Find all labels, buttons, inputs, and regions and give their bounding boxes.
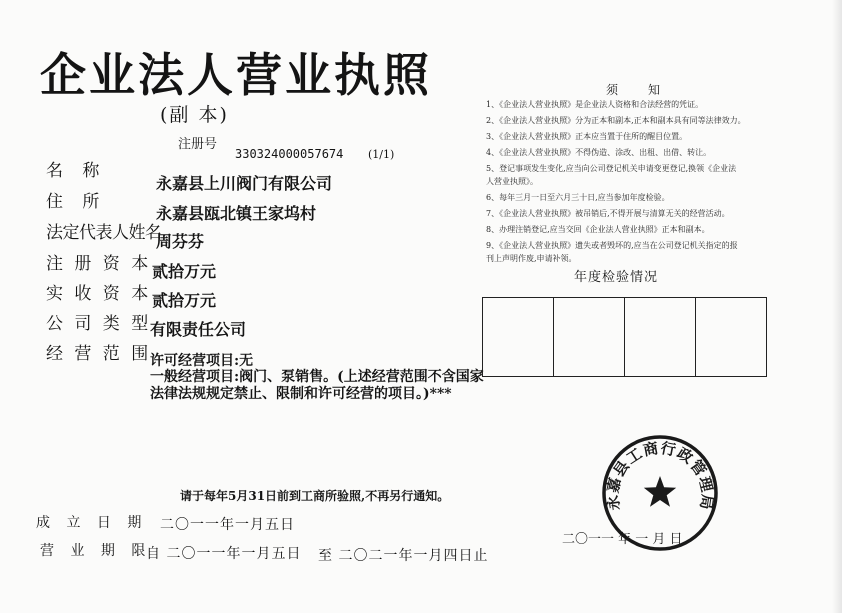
svg-text:永嘉县工商行政管理局: [603, 439, 716, 512]
field-label-address: 住 所: [46, 192, 107, 212]
notice-item: 3、《企业法人营业执照》正本应当置于住所的醒目位置。: [486, 132, 688, 141]
registration-number: 330324000057674: [235, 147, 344, 161]
inspection-reminder: 请于每年5月31日前到工商所验照,不再另行通知。: [180, 489, 450, 503]
notice-item: 5、登记事项发生变化,应当向公司登记机关申请变更登记,换领《企业法: [486, 164, 737, 173]
field-value-address: 永嘉县瓯北镇王家坞村: [156, 204, 317, 223]
field-value-paid-capital: 贰拾万元: [152, 291, 217, 310]
notice-item: 刊上声明作废,申请补领。: [486, 254, 577, 263]
inspection-grid: [482, 297, 767, 377]
notice-item: 6、每年三月一日至六月三十日,应当参加年度检验。: [486, 193, 670, 202]
registration-page: (1/1): [368, 148, 395, 161]
field-value-company-type: 有限责任公司: [150, 320, 247, 339]
notice-item: 1、《企业法人营业执照》是企业法人资格和合法经营的凭证。: [486, 100, 704, 109]
inspection-cell: [624, 298, 695, 376]
field-label-name: 名 称: [46, 161, 107, 181]
seal-text: 永嘉县工商行政管理局: [603, 438, 717, 512]
field-label-business-scope: 经 营 范 围: [46, 344, 152, 364]
notice-item: 7、《企业法人营业执照》被吊销后,不得开展与清算无关的经营活动。: [486, 209, 730, 218]
star-icon: [644, 476, 676, 507]
field-value-legal-rep: 周芬芬: [156, 232, 205, 251]
field-label-company-type: 公 司 类 型: [46, 314, 152, 334]
notice-item: 人营业执照》。: [486, 177, 538, 186]
inspection-cell: [553, 298, 624, 376]
registration-label: 注册号: [178, 137, 218, 152]
term-label: 营 业 期 限: [40, 543, 152, 559]
established-date: 二〇一一年一月五日: [160, 517, 295, 533]
issue-date: 二〇一一 年 一 月 日: [562, 532, 683, 547]
inspection-title: 年度检验情况: [574, 270, 659, 285]
business-scope-line: 法律法规规定禁止、限制和许可经营的项目。)***: [150, 386, 452, 402]
notice-item: 9、《企业法人营业执照》遗失或者毁坏的,应当在公司登记机关指定的报: [486, 241, 738, 250]
business-scope-line: 一般经营项目:阀门、泵销售。(上述经营范围不含国家: [150, 369, 484, 385]
field-label-registered-capital: 注 册 资 本: [46, 254, 152, 274]
term-end: 至 二〇二一年一月四日止: [318, 548, 489, 564]
term-start: 自 二〇一一年一月五日: [146, 546, 302, 562]
field-value-licensed-scope: 许可经营项目:无: [150, 353, 254, 369]
inspection-cell: [483, 298, 553, 376]
field-value-name: 永嘉县上川阀门有限公司: [156, 174, 333, 193]
notice-item: 4、《企业法人营业执照》不得伪造、涂改、出租、出借、转让。: [486, 148, 712, 157]
established-label: 成 立 日 期: [36, 515, 148, 531]
inspection-cell: [695, 298, 766, 376]
notice-item: 2、《企业法人营业执照》分为正本和副本,正本和副本具有同等法律效力。: [486, 116, 746, 125]
notice-item: 8、办理注销登记,应当交回《企业法人营业执照》正本和副本。: [486, 225, 710, 234]
license-title: 企业法人营业执照: [40, 48, 432, 102]
notice-title: 须知: [606, 83, 691, 97]
field-label-paid-capital: 实 收 资 本: [46, 284, 152, 304]
field-value-registered-capital: 贰拾万元: [152, 262, 217, 281]
scan-edge: [832, 0, 842, 613]
license-subtitle: (副 本): [160, 104, 229, 126]
field-label-legal-rep: 法定代表人姓名: [46, 223, 162, 243]
